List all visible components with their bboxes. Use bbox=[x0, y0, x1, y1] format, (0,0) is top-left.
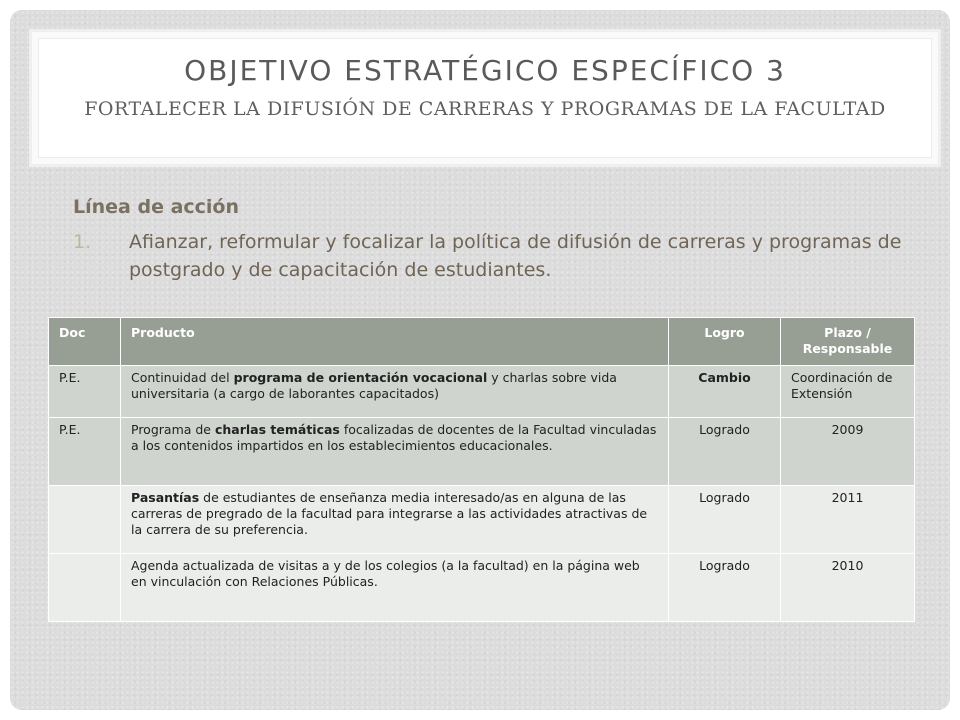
strategy-table bbox=[48, 317, 915, 622]
cell-doc: P.E. bbox=[49, 366, 121, 418]
table-row bbox=[49, 554, 915, 622]
producto-text: Programa de bbox=[131, 422, 215, 437]
cell-producto bbox=[121, 486, 669, 554]
table-header-row bbox=[49, 318, 915, 366]
table-row bbox=[49, 418, 915, 486]
cell-logro: Logrado bbox=[669, 418, 781, 486]
header-logro: Logro bbox=[669, 318, 781, 366]
cell-plazo: 2010 bbox=[781, 554, 915, 622]
producto-emphasis: programa de orientación vocacional bbox=[233, 370, 488, 385]
cell-producto bbox=[121, 554, 669, 622]
slide-title: OBJETIVO ESTRATÉGICO ESPECÍFICO 3 bbox=[184, 54, 786, 87]
producto-text: Continuidad del bbox=[131, 370, 234, 385]
producto-text: focalizadas de docentes de la Facultad vinculadas a los contenidos impartidos en los establecimientos educacionales. bbox=[131, 422, 657, 453]
title-frame bbox=[38, 38, 932, 158]
cell-doc bbox=[49, 486, 121, 554]
cell-producto bbox=[121, 418, 669, 486]
action-number: 1. bbox=[73, 231, 92, 253]
cell-plazo: 2009 bbox=[781, 418, 915, 486]
cell-plazo: 2011 bbox=[781, 486, 915, 554]
table-row bbox=[49, 366, 915, 418]
section-heading: Línea de acción bbox=[73, 196, 240, 218]
cell-logro: Cambio bbox=[669, 366, 781, 418]
table-row bbox=[49, 486, 915, 554]
header-producto: Producto bbox=[121, 318, 669, 366]
cell-plazo: Coordinación de Extensión bbox=[781, 366, 915, 418]
action-item bbox=[73, 228, 913, 284]
title-band bbox=[32, 32, 938, 164]
cell-logro: Logrado bbox=[669, 486, 781, 554]
header-plazo: Plazo / Responsable bbox=[781, 318, 915, 366]
action-text: Afianzar, reformular y focalizar la política de difusión de carreras y programas de postgrado y de capacitación de estudiantes. bbox=[129, 231, 902, 281]
producto-text: Agenda actualizada de visitas a y de los colegios (a la facultad) en la página web en vinculación con Relaciones Públicas. bbox=[131, 558, 640, 589]
cell-producto bbox=[121, 366, 669, 418]
header-doc: Doc bbox=[49, 318, 121, 366]
slide-subtitle: FORTALECER LA DIFUSIÓN DE CARRERAS Y PROGRAMAS DE LA FACULTAD bbox=[84, 98, 886, 120]
producto-text: de estudiantes de enseñanza media interesado/as en alguna de las carreras de pregrado de la facultad para integrarse a las actividades atractivas de la carrera de su preferencia. bbox=[131, 490, 648, 537]
producto-emphasis: charlas temáticas bbox=[214, 422, 340, 437]
cell-doc: P.E. bbox=[49, 418, 121, 486]
producto-text: y charlas sobre vida universitaria (a cargo de laborantes capacitados) bbox=[131, 370, 617, 401]
producto-emphasis: Pasantías bbox=[131, 490, 200, 505]
cell-logro: Logrado bbox=[669, 554, 781, 622]
cell-doc bbox=[49, 554, 121, 622]
